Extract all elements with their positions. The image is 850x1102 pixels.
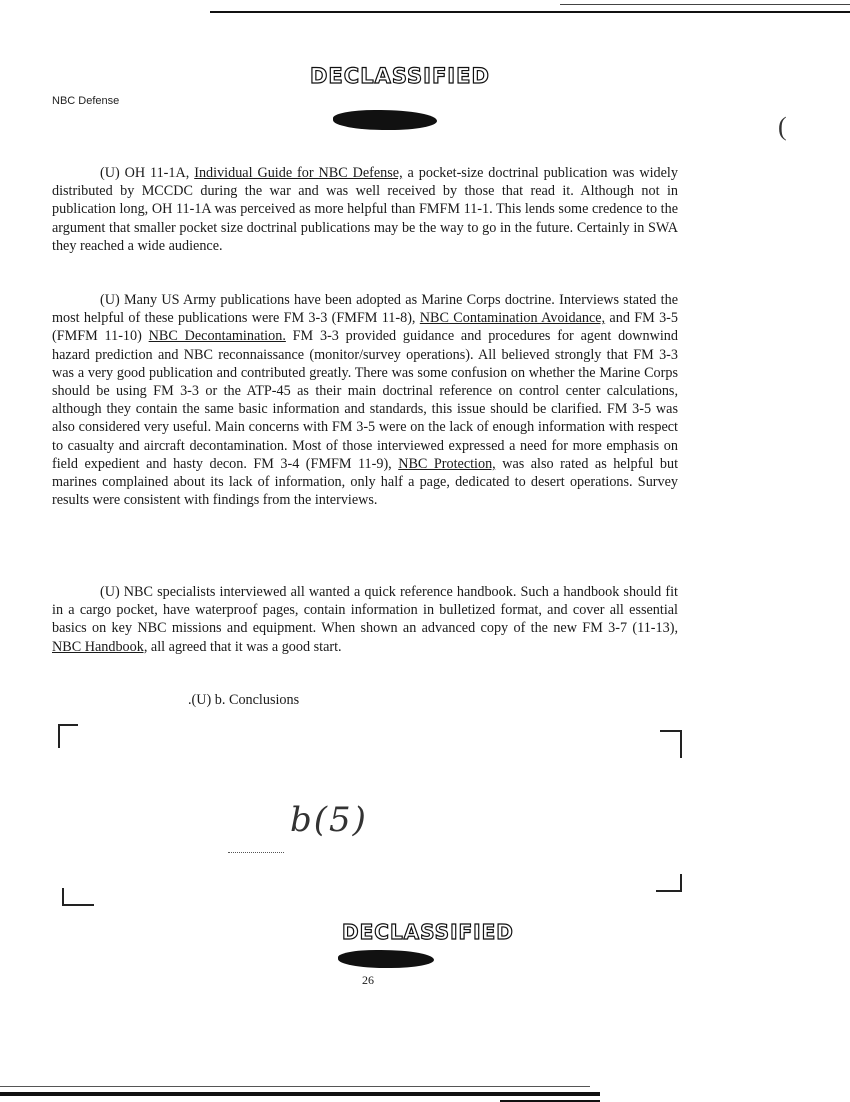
publication-title-protection: NBC Protection,	[398, 455, 496, 472]
handwritten-exemption-note: b(5)	[290, 800, 368, 840]
publication-title-contamination-avoidance: NBC Contamination Avoidance,	[419, 310, 606, 327]
paragraph-2	[52, 291, 678, 509]
bracket-bottom-right	[656, 874, 682, 892]
paragraph-2-text-d: was also rated as helpful but marines complained about its lack of information, only half a page, dedicated to desert operations. Survey results were consistent with findings from the interviews.	[52, 455, 679, 509]
publication-title-decontamination: NBC Decontamination.	[148, 328, 286, 345]
bottom-rule-thin	[0, 1086, 590, 1087]
bracket-top-right	[660, 730, 682, 758]
paragraph-1	[52, 164, 678, 255]
redaction-mark-top	[333, 110, 437, 130]
bottom-rule	[0, 1092, 600, 1096]
redaction-mark-bottom	[338, 950, 434, 968]
paragraph-2-text-a: (U) Many US Army publications have been adopted as Marine Corps doctrine. Interviews stated the most helpful of these publications were FM 3-3 (FMFM 11-8),	[52, 292, 678, 327]
declassified-stamp-bottom: DECLASSIFIED	[342, 920, 514, 944]
bracket-top-left	[58, 724, 78, 748]
paragraph-1-text-a: (U) OH 11-1A,	[100, 165, 195, 181]
declassified-stamp-top: DECLASSIFIED	[310, 64, 490, 88]
paragraph-1-text-b: a pocket-size doctrinal publication was widely distributed by MCCDC during the war and was well received by those that read it. Although not in publication long, OH 11-1A was perceived as more helpful than FMFM 11-1. This lends some credence to the argument that smaller pocket size doctrinal publications may be the way to go in the future. Certainly in SWA they reached a wide audience.	[52, 165, 678, 254]
margin-mark: (	[778, 112, 787, 141]
publication-title-handbook: NBC Handbook,	[52, 638, 148, 655]
publication-title-ohguide: Individual Guide for NBC Defense,	[194, 165, 403, 181]
paragraph-2-text-b: and FM 3-5 (FMFM 11-10)	[52, 310, 678, 345]
dotted-mark	[228, 852, 284, 853]
paragraph-2-text-c: FM 3-3 provided guidance and procedures for agent downwind hazard prediction and NBC reconnaissance (monitor/survey operations). All believed strongly that FM 3-3 was a very good publication and contributed greatly. There was some confusion on whether the Marine Corps should be using FM 3-3 or the ATP-45 as their main doctrinal reference on control center calculations, although they contain the same basic information and standards, this issue should be clarified. FM 3-5 was also considered very useful. Main concerns with FM 3-5 were on the lack of enough information with respect to casualty and aircraft decontamination. Most of those interviewed expressed a need for more emphasis on field expedient and hasty decon. FM 3-4 (FMFM 11-9),	[52, 328, 678, 472]
bracket-bottom-left	[62, 888, 94, 906]
paragraph-3-text-a: (U) NBC specialists interviewed all wanted a quick reference handbook. Such a handbook should fit in a cargo pocket, have waterproof pages, contain information in bulletized format, and cover all essential basics on key NBC missions and equipment. When shown an advanced copy of the new FM 3-7 (11-13),	[52, 584, 678, 637]
page-number: 26	[362, 973, 374, 987]
paragraph-3-text-b: all agreed that it was a good start.	[147, 638, 342, 655]
top-rule	[210, 11, 850, 13]
top-rule-thin	[560, 4, 850, 5]
paragraph-3	[52, 583, 678, 656]
conclusions-heading: .(U) b. Conclusions	[188, 692, 300, 708]
section-label: NBC Defense	[52, 95, 120, 107]
